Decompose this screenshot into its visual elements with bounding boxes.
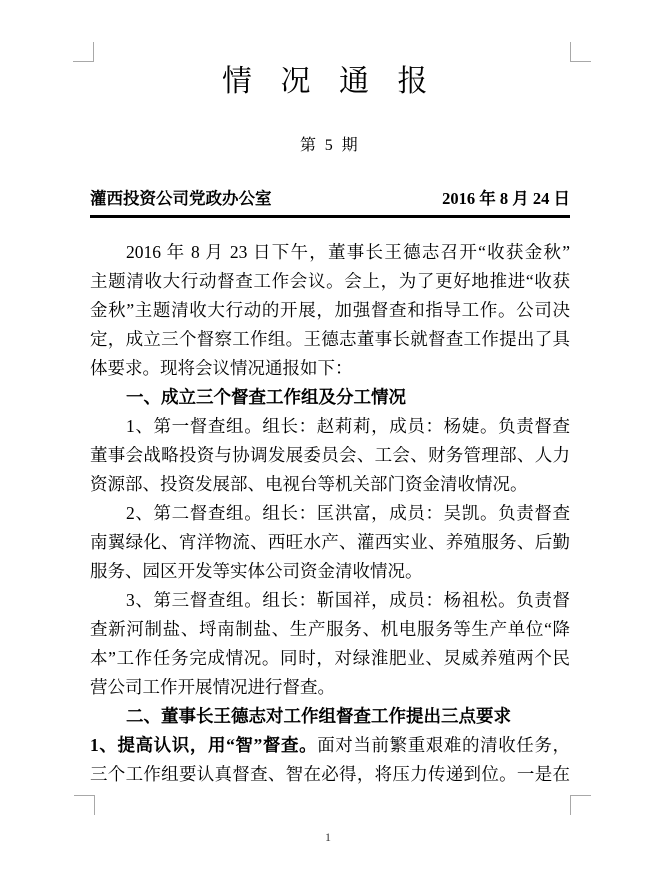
document-title: 情 况 通 报 bbox=[222, 65, 438, 98]
issuing-office: 灌西投资公司党政办公室 bbox=[90, 189, 272, 208]
body-line: 董事会战略投资与协调发展委员会、工会、财务管理部、人力 bbox=[90, 445, 570, 465]
body-line: 3、第三督查组。组长：靳国祥，成员：杨祖松。负责督 bbox=[126, 590, 570, 610]
body-line: 本”工作任务完成情况。同时，对绿淮肥业、炅威养殖两个民 bbox=[90, 648, 570, 668]
body-line: 三个工作组要认真督查、智在必得，将压力传递到位。一是在 bbox=[90, 764, 570, 784]
body-line: 金秋”主题清收大行动的开展，加强督查和指导工作。公司决 bbox=[90, 300, 570, 320]
body-line: 定，成立三个督察工作组。王德志董事长就督查工作提出了具 bbox=[90, 329, 570, 349]
body-line: 2、第二督查组。组长：匡洪富，成员：吴凯。负责督查 bbox=[126, 503, 570, 523]
body-line: 1、第一督查组。组长：赵莉莉，成员：杨婕。负责督查 bbox=[126, 416, 570, 436]
body-line: 营公司工作开展情况进行督查。 bbox=[90, 677, 335, 697]
body-line: 资源部、投资发展部、电视台等机关部门资金清收情况。 bbox=[90, 474, 528, 494]
body-line: 主题清收大行动督查工作会议。会上，为了更好地推进“收获 bbox=[90, 271, 570, 291]
body-line: 二、董事长王德志对工作组督查工作提出三点要求 bbox=[126, 706, 511, 726]
crop-mark-top-right bbox=[570, 42, 591, 62]
masthead-row bbox=[90, 185, 570, 209]
body-line: 查新河制盐、埒南制盐、生产服务、机电服务等生产单位“降 bbox=[90, 619, 570, 639]
issue-date: 2016 年 8 月 24 日 bbox=[442, 189, 570, 208]
body-line: 2016 年 8 月 23 日下午，董事长王德志召开“收获金秋” bbox=[126, 242, 570, 262]
body-line: 南翼绿化、宵洋物流、西旺水产、灌西实业、养殖服务、后勤 bbox=[90, 532, 570, 552]
masthead-divider bbox=[90, 215, 570, 218]
issue-number: 第 5 期 bbox=[299, 137, 360, 154]
body-line: 体要求。现将会议情况通报如下： bbox=[90, 358, 353, 378]
body-line: 一、成立三个督查工作组及分工情况 bbox=[126, 387, 406, 407]
body-line: 服务、园区开发等实体公司资金清收情况。 bbox=[90, 561, 423, 581]
body-line-lead: 1、提高认识，用“智”督查。 bbox=[90, 735, 318, 755]
crop-mark-bottom-right bbox=[570, 795, 591, 815]
body-line bbox=[90, 731, 570, 760]
body-line-rest: 面对当前繁重艰难的清收任务， bbox=[317, 735, 570, 755]
document-content bbox=[90, 42, 570, 789]
crop-mark-bottom-left bbox=[74, 795, 95, 815]
body-lines bbox=[90, 238, 570, 789]
page-number: 1 bbox=[325, 830, 331, 844]
